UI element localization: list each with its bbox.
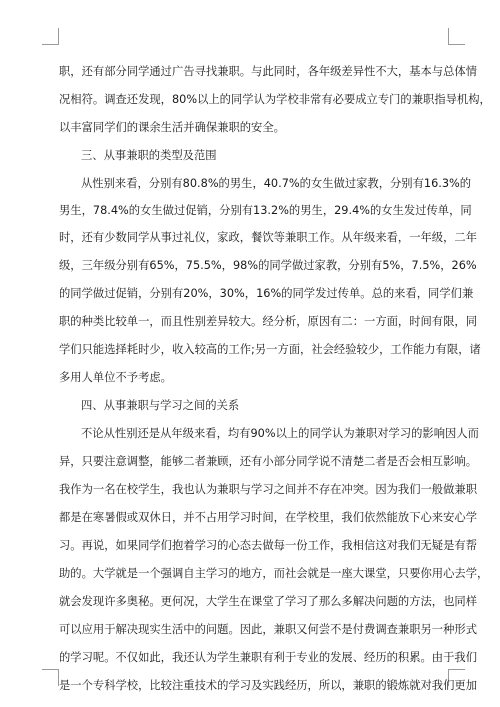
- text-line: 职的种类比较单一，而且性别差异较大。经分析，原因有二：一方面，时间有限，同: [59, 315, 477, 328]
- text-line: 是一个专科学校，比较注重技术的学习及实践经历，所以，兼职的锻炼就对我们更加: [59, 679, 477, 692]
- text-line: 都是在寒暑假或双休日，并不占用学习时间，在学校里，我们依然能放下心来安心学: [59, 511, 477, 524]
- text-line: 不论从性别还是从年级来看，均有90%以上的同学认为兼职对学习的影响因人而: [81, 427, 479, 440]
- section-heading: 三、从事兼职的类型及范围: [81, 149, 217, 162]
- crop-mark-bottom-left: [42, 669, 59, 686]
- text-line: 时，还有少数同学从事过礼仪，家政，餐饮等兼职工作。从年级来看，一年级，二年: [59, 231, 477, 244]
- text-line: 从性别来看，分别有80.8%的男生，40.7%的女生做过家教，分别有16.3%的: [81, 177, 472, 190]
- text-line: 的学习呢。不仅如此，我还认为学生兼职有利于专业的发展、经历的积累。由于我们: [59, 651, 477, 664]
- text-line: 习。再说，如果同学们抱着学习的心态去做每一份工作，我相信这对我们无疑是有帮: [59, 539, 477, 552]
- text-line: 异，只要注意调整，能够二者兼顾，还有小部分同学说不清楚二者是否会相互影响。: [59, 455, 477, 468]
- text-line: 况相符。调查还发现，80%以上的同学认为学校非常有必要成立专门的兼职指导机构，: [59, 93, 491, 106]
- text-line: 的同学做过促销，分别有20%，30%，16%的同学发过传单。总的来看，同学们兼: [59, 287, 474, 300]
- text-line: 多用人单位不予考虑。: [59, 371, 172, 384]
- text-line: 助的。大学就是一个强调自主学习的地方，而社会就是一座大课堂，只要你用心去学，: [59, 567, 489, 580]
- text-line: 学们只能选择耗时少，收入较高的工作;另一方面，社会经验较少，工作能力有限，诸: [59, 343, 481, 356]
- text-line: 以丰富同学们的课余生活并确保兼职的安全。: [59, 121, 285, 134]
- text-line: 男生，78.4%的女生做过促销，分别有13.2%的男生，29.4%的女生发过传单，同: [59, 204, 472, 217]
- crop-mark-top-left: [42, 28, 59, 45]
- text-line: 可以应用于解决现实生活中的问题。因此，兼职又何尝不是付费调查兼职另一种形式: [59, 623, 477, 636]
- text-line: 职，还有部分同学通过广告寻找兼职。与此同时，各年级差异性不大，基本与总体情: [59, 65, 477, 78]
- section-heading: 四、从事兼职与学习之间的关系: [81, 399, 240, 412]
- crop-mark-top-right: [448, 28, 465, 45]
- text-line: 就会发现许多奥秘。更何况，大学生在课堂了学习了那么多解决问题的方法，也同样: [59, 595, 477, 608]
- text-line: 级，三年级分别有65%，75.5%，98%的同学做过家教，分别有5%，7.5%，26%: [59, 259, 477, 272]
- text-line: 我作为一名在校学生，我也认为兼职与学习之间并不存在冲突。因为我们一般做兼职: [59, 483, 477, 496]
